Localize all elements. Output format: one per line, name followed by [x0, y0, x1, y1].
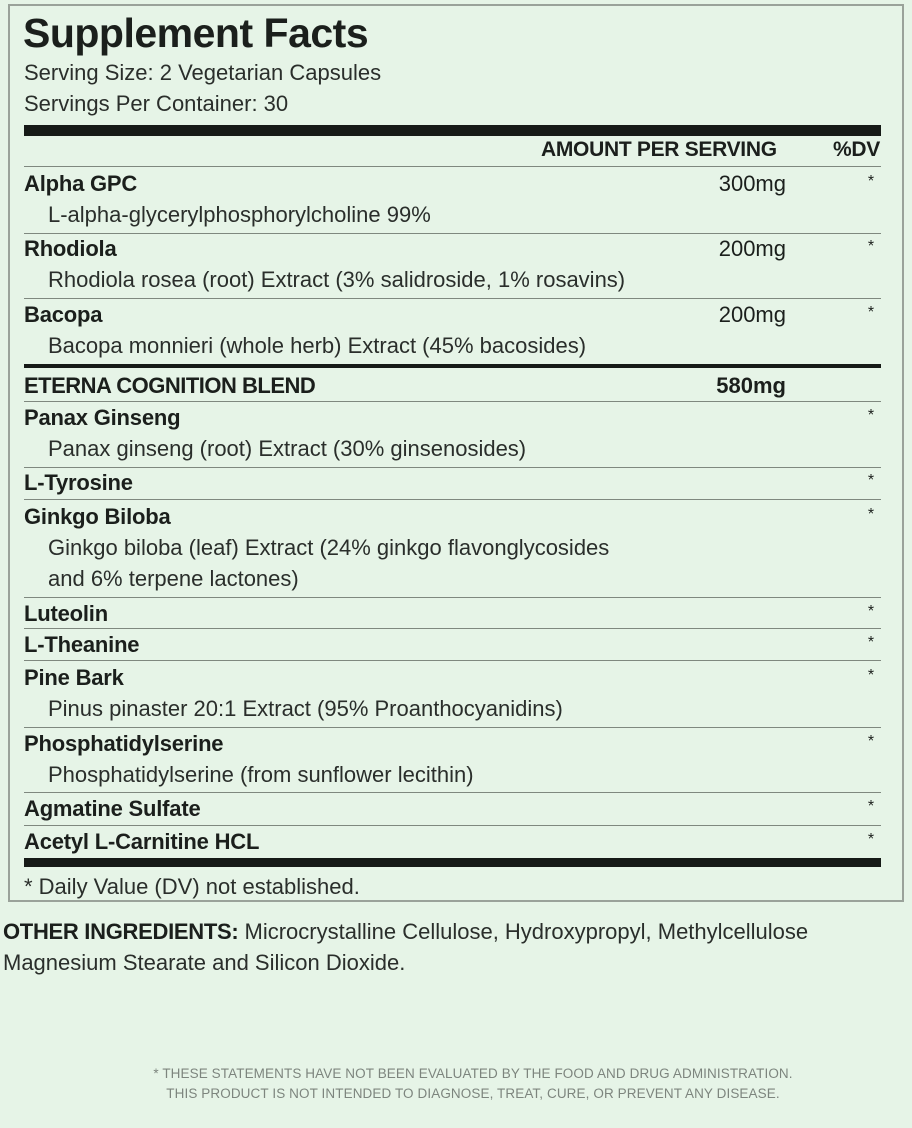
- blend-item-name: Phosphatidylserine: [24, 731, 224, 756]
- blend-item-row: [24, 601, 881, 629]
- fda-disclaimer: [0, 1064, 912, 1104]
- daily-value-asterisk: *: [867, 603, 875, 620]
- blend-item-description: Pinus pinaster 20:1 Extract (95% Proanthocyanidins): [48, 696, 563, 721]
- blend-header-row: [24, 373, 881, 401]
- row-divider: [24, 628, 881, 629]
- daily-value-asterisk: *: [867, 798, 875, 815]
- blend-item-name: L-Theanine: [24, 632, 140, 657]
- row-divider: [24, 401, 881, 402]
- blend-item-description: Ginkgo biloba (leaf) Extract (24% ginkgo flavonglycosides: [48, 535, 610, 560]
- other-ingredients-text: Microcrystalline Cellulose, Hydroxypropyl, Methylcellulose Magnesium Stearate and Silicon Dioxide.: [3, 919, 809, 975]
- daily-value-asterisk: *: [867, 407, 875, 424]
- ingredient-row: [24, 236, 881, 296]
- thick-divider-top: [24, 125, 881, 136]
- ingredient-row: [24, 302, 881, 362]
- row-divider: [24, 467, 881, 468]
- daily-value-asterisk: *: [867, 173, 875, 190]
- ingredient-amount: 200mg: [718, 302, 786, 327]
- serving-size: Serving Size: 2 Vegetarian Capsules: [24, 60, 382, 85]
- blend-divider: [24, 364, 881, 368]
- ingredient-amount: 300mg: [718, 171, 786, 196]
- blend-item-description-cont: and 6% terpene lactones): [48, 566, 299, 591]
- disclaimer-line-1: * THESE STATEMENTS HAVE NOT BEEN EVALUATED BY THE FOOD AND DRUG ADMINISTRATION.: [153, 1066, 793, 1081]
- blend-item-description: Panax ginseng (root) Extract (30% ginsenosides): [48, 436, 527, 461]
- row-divider: [24, 792, 881, 793]
- thick-divider-bottom: [24, 858, 881, 867]
- ingredient-name: Bacopa: [24, 302, 103, 327]
- panel-title: Supplement Facts: [23, 10, 369, 56]
- daily-value-asterisk: *: [867, 667, 875, 684]
- blend-item-name: L-Tyrosine: [24, 470, 133, 495]
- row-divider: [24, 298, 881, 299]
- other-ingredients: [3, 916, 909, 978]
- row-divider: [24, 597, 881, 598]
- blend-name: ETERNA COGNITION BLEND: [24, 373, 316, 398]
- blend-item-row: [24, 470, 881, 498]
- header-amount-per-serving: AMOUNT PER SERVING: [541, 138, 777, 161]
- ingredient-description: Bacopa monnieri (whole herb) Extract (45% bacosides): [48, 333, 587, 358]
- row-divider: [24, 660, 881, 661]
- blend-item-name: Ginkgo Biloba: [24, 504, 171, 529]
- row-divider: [24, 233, 881, 234]
- daily-value-footnote: * Daily Value (DV) not established.: [24, 874, 360, 899]
- daily-value-asterisk: *: [867, 733, 875, 750]
- blend-item-name: Acetyl L-Carnitine HCL: [24, 829, 260, 854]
- blend-item-name: Luteolin: [24, 601, 108, 626]
- daily-value-asterisk: *: [867, 506, 875, 523]
- blend-item-row: [24, 632, 881, 660]
- header-divider: [24, 166, 881, 167]
- row-divider: [24, 727, 881, 728]
- daily-value-asterisk: *: [867, 634, 875, 651]
- row-divider: [24, 825, 881, 826]
- daily-value-asterisk: *: [867, 304, 875, 321]
- blend-item-row: [24, 504, 881, 596]
- blend-item-row: [24, 796, 881, 824]
- ingredient-amount: 200mg: [718, 236, 786, 261]
- blend-amount: 580mg: [716, 373, 786, 398]
- daily-value-asterisk: *: [867, 238, 875, 255]
- other-ingredients-label: OTHER INGREDIENTS:: [3, 919, 239, 944]
- blend-item-description: Phosphatidylserine (from sunflower lecithin): [48, 762, 474, 787]
- blend-item-row: [24, 731, 881, 791]
- ingredient-name: Rhodiola: [24, 236, 117, 261]
- ingredient-description: Rhodiola rosea (root) Extract (3% salidroside, 1% rosavins): [48, 267, 626, 292]
- blend-item-name: Pine Bark: [24, 665, 124, 690]
- ingredient-description: L-alpha-glycerylphosphorylcholine 99%: [48, 202, 431, 227]
- servings-per-container: Servings Per Container: 30: [24, 91, 289, 116]
- blend-item-name: Agmatine Sulfate: [24, 796, 201, 821]
- daily-value-asterisk: *: [867, 472, 875, 489]
- row-divider: [24, 499, 881, 500]
- blend-item-row: [24, 829, 881, 857]
- blend-item-row: [24, 405, 881, 465]
- blend-item-row: [24, 665, 881, 725]
- ingredient-row: [24, 171, 881, 231]
- header-daily-value: %DV: [833, 138, 880, 161]
- daily-value-asterisk: *: [867, 831, 875, 848]
- ingredient-name: Alpha GPC: [24, 171, 138, 196]
- disclaimer-line-2: THIS PRODUCT IS NOT INTENDED TO DIAGNOSE, TREAT, CURE, OR PREVENT ANY DISEASE.: [166, 1086, 780, 1101]
- blend-item-name: Panax Ginseng: [24, 405, 181, 430]
